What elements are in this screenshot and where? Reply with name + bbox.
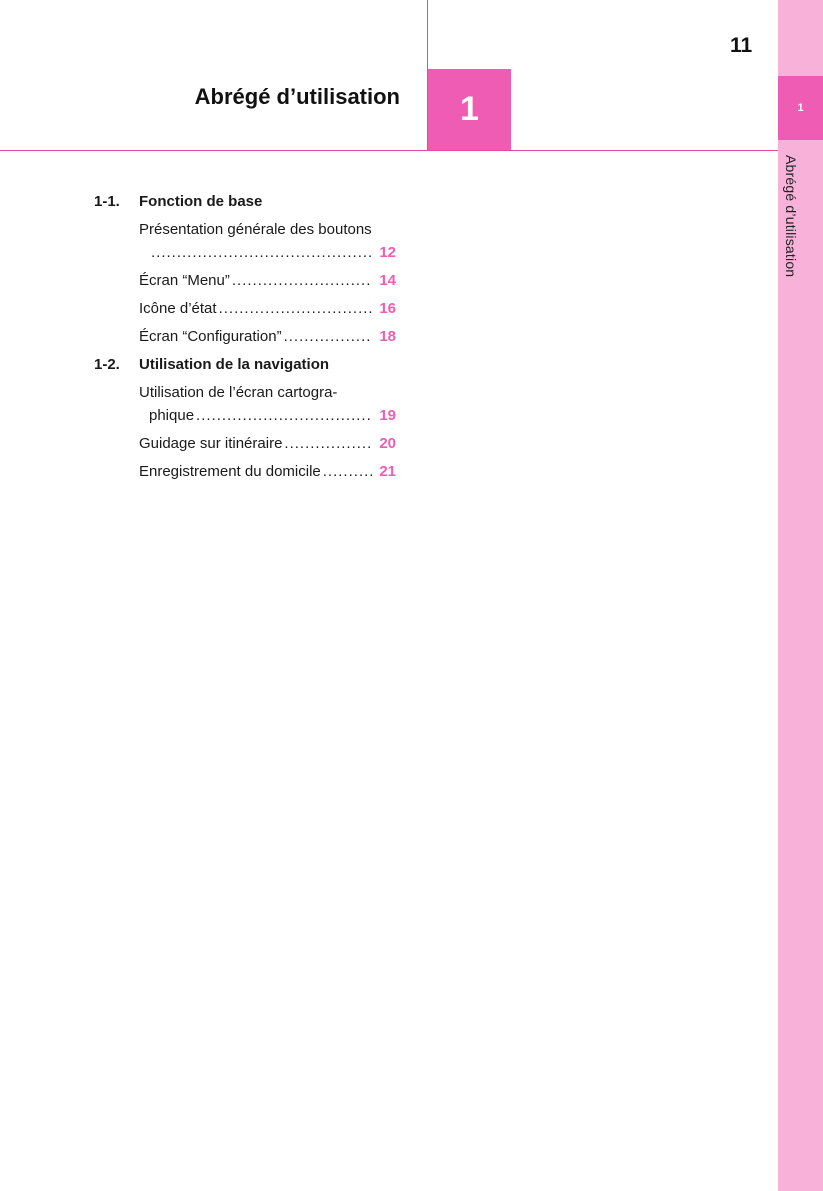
page-number: 11 xyxy=(730,34,753,57)
entry-title: Enregistrement du domicile xyxy=(139,463,321,480)
entry-page-number[interactable]: 18 xyxy=(379,328,396,345)
toc-section-heading xyxy=(94,190,396,218)
section-number: 1-2. xyxy=(94,356,120,373)
side-tab-chapter-number[interactable]: 1 xyxy=(778,76,823,140)
entry-page-number[interactable]: 19 xyxy=(379,407,396,424)
entry-page-number[interactable]: 21 xyxy=(379,463,396,480)
leader-dots xyxy=(284,325,372,349)
chapter-title: Abrégé d’utilisation xyxy=(194,84,400,109)
entry-title: Guidage sur itinéraire xyxy=(139,435,283,452)
entry-page-number[interactable]: 16 xyxy=(379,300,396,317)
toc-entry[interactable] xyxy=(139,325,396,353)
entry-page-number[interactable]: 14 xyxy=(379,272,396,289)
leader-dots xyxy=(196,404,372,428)
section-number: 1-1. xyxy=(94,193,120,210)
toc-section-heading xyxy=(94,353,396,381)
entry-title: Écran “Menu” xyxy=(139,272,230,289)
leader-dots xyxy=(284,432,372,456)
leader-dots xyxy=(151,241,372,265)
entry-title: Écran “Configuration” xyxy=(139,328,282,345)
section-title: Utilisation de la navigation xyxy=(139,356,330,373)
toc-entry-line[interactable]: Présentation générale des boutons xyxy=(139,221,372,238)
entry-title: phique xyxy=(149,407,195,424)
toc-entry-line[interactable]: Utilisation de l’écran cartogra- xyxy=(139,384,338,401)
side-tab-label: Abrégé d’utilisation xyxy=(783,155,799,278)
chapter-number-box: 1 xyxy=(428,69,511,150)
entry-page-number[interactable]: 12 xyxy=(379,244,396,261)
toc-entry[interactable] xyxy=(139,297,396,325)
toc-entry[interactable] xyxy=(139,460,396,488)
toc-entry[interactable] xyxy=(139,432,396,460)
toc-entry[interactable] xyxy=(139,269,396,297)
leader-dots xyxy=(219,297,372,321)
header-divider-horizontal xyxy=(0,150,778,151)
section-title: Fonction de base xyxy=(139,193,263,210)
toc-entry[interactable] xyxy=(139,241,396,269)
leader-dots xyxy=(323,460,372,484)
entry-page-number[interactable]: 20 xyxy=(379,435,396,452)
entry-title: Icône d’état xyxy=(139,300,217,317)
table-of-contents xyxy=(94,190,396,488)
toc-entry[interactable] xyxy=(139,404,396,432)
leader-dots xyxy=(232,269,372,293)
